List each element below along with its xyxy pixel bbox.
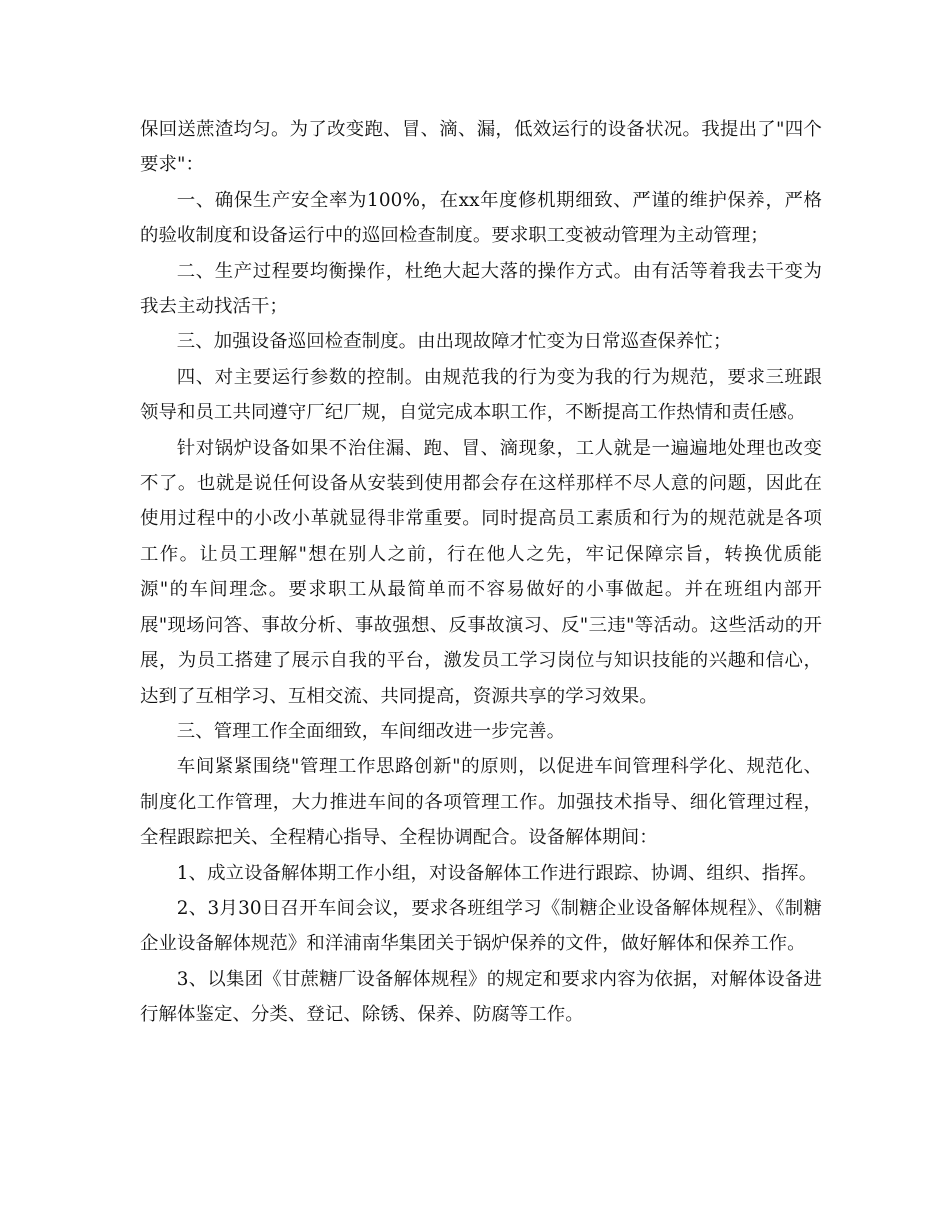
- paragraph-3: 二、生产过程要均衡操作，杜绝大起大落的操作方式。由有活等着我去干变为我去主动找活干；: [140, 260, 822, 318]
- paragraph-4: 三、加强设备巡回检查制度。由出现故障才忙变为日常巡查保养忙；: [176, 331, 732, 353]
- paragraph-1: 保回送蔗渣均匀。为了改变跑、冒、滴、漏，低效运行的设备状况。我提出了"四个要求"：: [140, 119, 822, 176]
- paragraph-2: 一、确保生产安全率为100%，在xx年度修机期细致、严谨的维护保养，严格的验收制度和设备运行中的巡回检查制度。要求职工变被动管理为主动管理；: [140, 189, 822, 247]
- list-item-2: 2、3月30日召开车间会议，要求各班组学习《制糖企业设备解体规程》、《制糖企业设备解体规范》和洋浦南华集团关于锅炉保养的文件，做好解体和保养工作。: [140, 897, 822, 955]
- document-body: [140, 112, 822, 1033]
- list-item-1: 1、成立设备解体期工作小组，对设备解体工作进行跟踪、协调、组织、指挥。: [176, 862, 818, 884]
- paragraph-6: 针对锅炉设备如果不治住漏、跑、冒、滴现象，工人就是一遍遍地处理也改变不了。也就是说任何设备从安装到使用都会存在这样那样不尽人意的问题，因此在使用过程中的小改小革就显得非常重要。同时提高员工素质和行为的规范就是各项工作。让员工理解"想在别人之前，行在他人之先，牢记保障宗旨，转换优质能源"的车间理念。要求职工从最简单而不容易做好的小事做起。并在班组内部开展"现场问答、事故分析、事故强想、反事故演习、反"三违"等活动。这些活动的开展，为员工搭建了展示自我的平台，激发员工学习岗位与知识技能的兴趣和信心，达到了互相学习、互相交流、共同提高，资源共享的学习效果。: [140, 437, 822, 707]
- list-item-3: 3、以集团《甘蔗糖厂设备解体规程》的规定和要求内容为依据，对解体设备进行解体鉴定、分类、登记、除锈、保养、防腐等工作。: [140, 968, 822, 1026]
- section-heading: 三、管理工作全面细致，车间细改进一步完善。: [176, 720, 566, 742]
- paragraph-5: 四、对主要运行参数的控制。由规范我的行为变为我的行为规范，要求三班跟领导和员工共同遵守厂纪厂规，自觉完成本职工作，不断提高工作热情和责任感。: [140, 366, 822, 424]
- paragraph-8: 车间紧紧围绕"管理工作思路创新"的原则，以促进车间管理科学化、规范化、制度化工作管理，大力推进车间的各项管理工作。加强技术指导、细化管理过程，全程跟踪把关、全程精心指导、全程协调配合。设备解体期间：: [140, 756, 822, 849]
